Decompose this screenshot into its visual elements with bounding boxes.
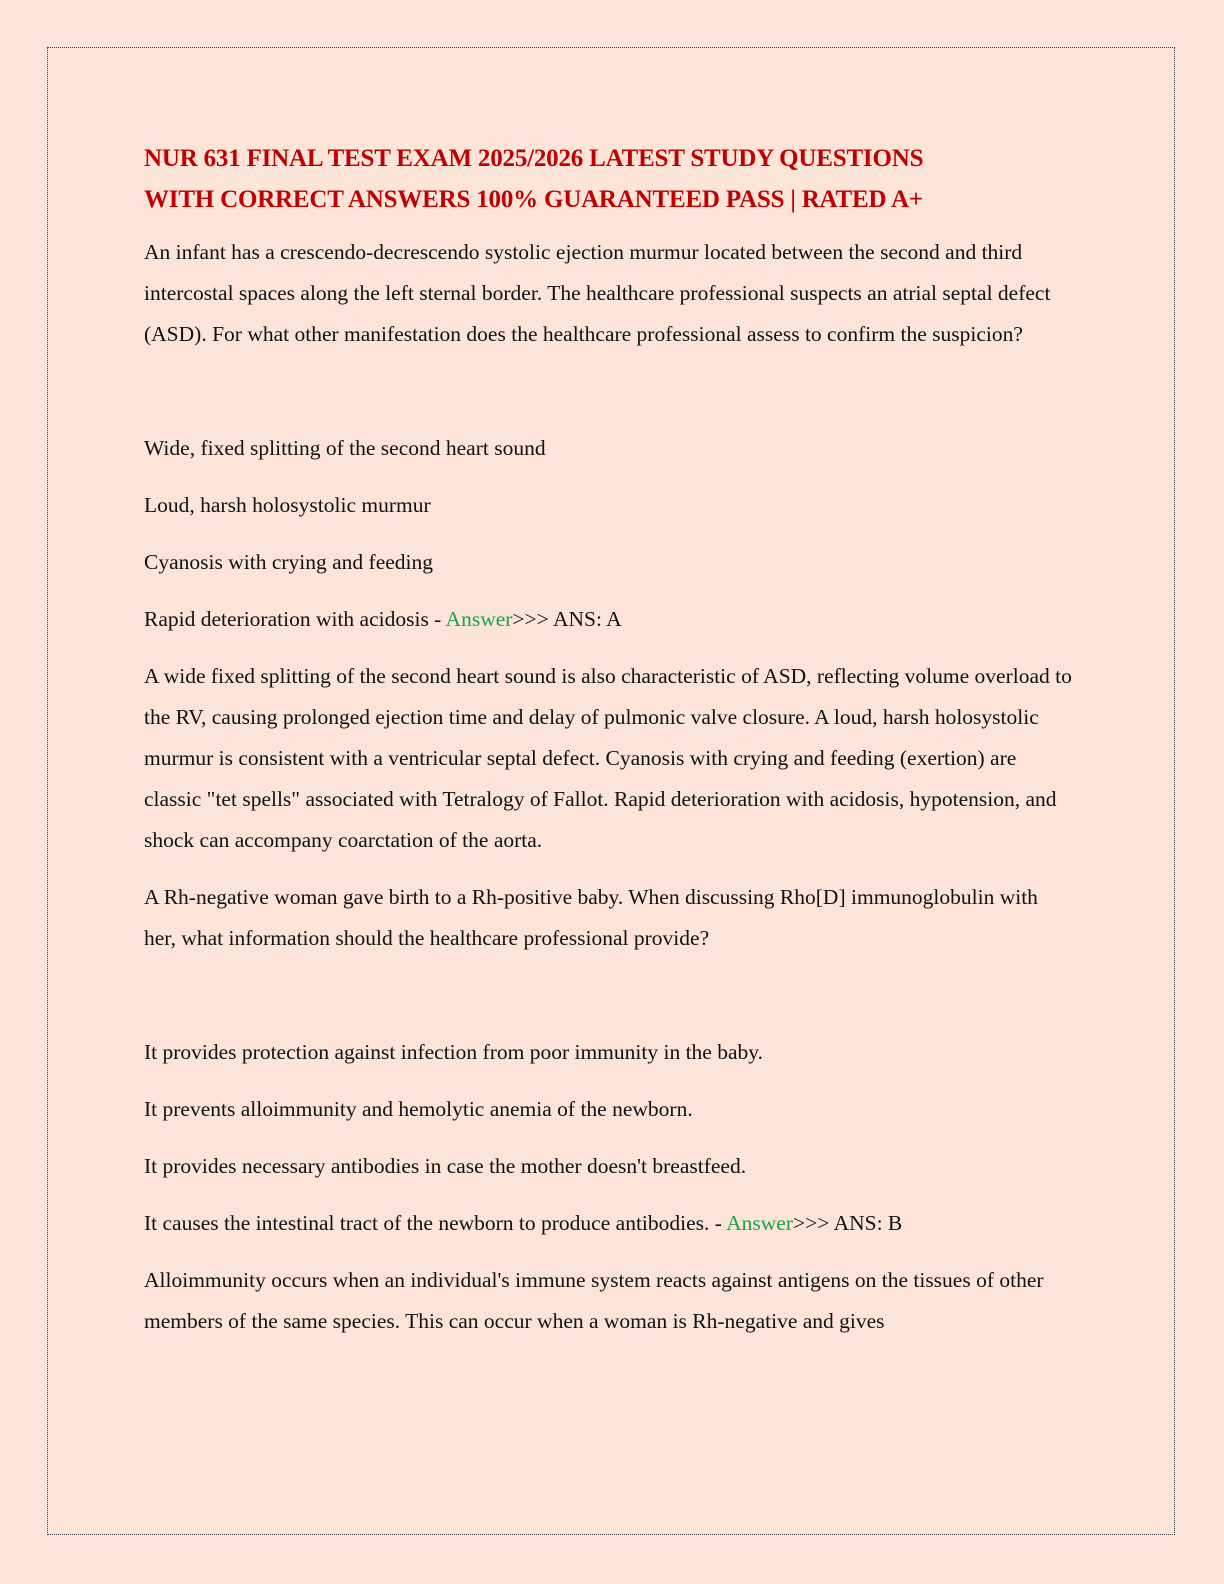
answer-option: It prevents alloimmunity and hemolytic anemia of the newborn. — [144, 1097, 693, 1121]
answer-option: Loud, harsh holosystolic murmur — [144, 493, 431, 517]
title-line-2: WITH CORRECT ANSWERS 100% GUARANTEED PASS | RATED A+ — [144, 186, 923, 213]
answer-option: Cyanosis with crying and feeding — [144, 550, 434, 574]
title-line-1: NUR 631 FINAL TEST EXAM 2025/2026 LATEST STUDY QUESTIONS — [144, 145, 924, 172]
rationale-text: A wide fixed splitting of the second heart sound is also characteristic of ASD, reflecting volume overload to the RV, causing prolonged ejection time and delay of pulmonic valve closure. A loud, harsh holosystolic murmur is consistent with a ventricular septal defect. Cyanosis with crying and feeding (exertion) are classic "tet spells" associated with Tetralogy of Fallot. Rapid deterioration with acidosis, hypotension, and shock can accompany coarctation of the aorta. — [144, 664, 1072, 852]
answer-label: Answer — [445, 607, 513, 631]
question-text: An infant has a crescendo-decrescendo systolic ejection murmur located between the second and third intercostal spaces along the left sternal border. The healthcare professional suspects an atrial septal defect (ASD). For what other manifestation does the healthcare professional assess to confirm the suspicion? — [144, 240, 1051, 346]
question-block — [144, 877, 1074, 1342]
question-block — [144, 232, 1074, 861]
spacer — [144, 975, 1074, 1032]
answer-option-with-key — [144, 599, 1074, 640]
answer-option-text: It causes the intestinal tract of the newborn to produce antibodies. - — [144, 1211, 727, 1235]
answer-option-with-key — [144, 1203, 1074, 1244]
answer-option: It provides protection against infection from poor immunity in the baby. — [144, 1040, 763, 1064]
document-content — [144, 138, 1074, 1358]
answer-key: >>> ANS: A — [512, 607, 622, 631]
spacer — [144, 371, 1074, 428]
answer-option: It provides necessary antibodies in case the mother doesn't breastfeed. — [144, 1154, 747, 1178]
answer-option: Wide, fixed splitting of the second heart sound — [144, 436, 546, 460]
rationale-text: Alloimmunity occurs when an individual's immune system reacts against antigens on the tissues of other members of the same species. This can occur when a woman is Rh-negative and gives — [144, 1268, 1044, 1333]
answer-label: Answer — [726, 1211, 793, 1235]
question-text: A Rh-negative woman gave birth to a Rh-positive baby. When discussing Rho[D] immunoglobulin with her, what information should the healthcare professional provide? — [144, 885, 1038, 950]
answer-option-text: Rapid deterioration with acidosis - — [144, 607, 446, 631]
answer-key: >>> ANS: B — [793, 1211, 903, 1235]
document-title — [144, 138, 1074, 220]
